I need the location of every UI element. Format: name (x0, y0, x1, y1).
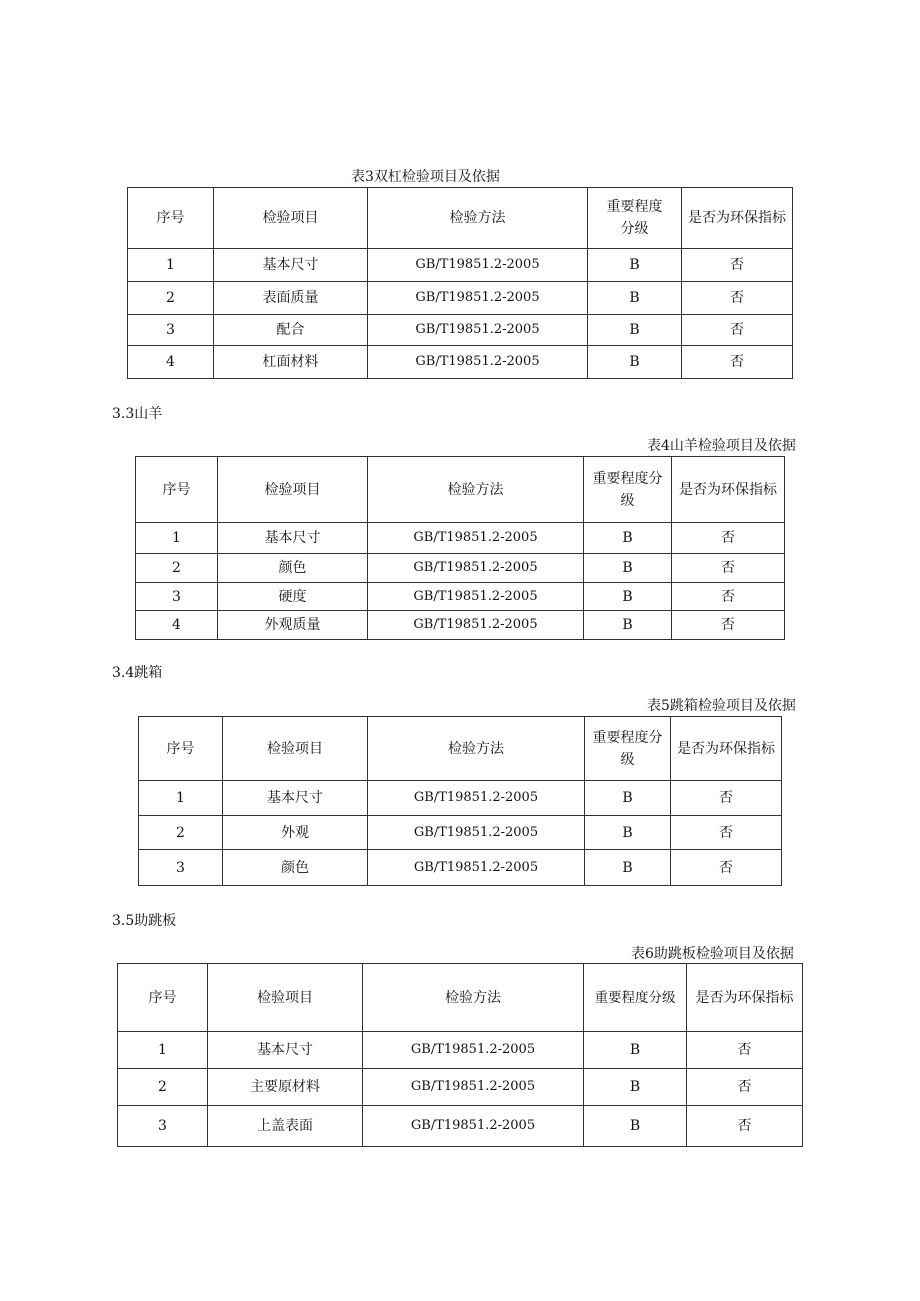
cell-grade: B (588, 315, 682, 346)
cell-grade: B (588, 249, 682, 282)
cell-item: 硬度 (218, 583, 368, 611)
table-row (118, 1106, 803, 1147)
table-row (136, 523, 785, 554)
header-eco: 是否为环保指标 (672, 457, 785, 523)
header-method: 检验方法 (368, 717, 585, 781)
cell-item: 杠面材料 (214, 346, 368, 379)
cell-method: GB/T19851.2-2005 (363, 1106, 584, 1147)
cell-method: GB/T19851.2-2005 (363, 1032, 584, 1069)
table-row (139, 781, 782, 816)
inspection-table-3 (127, 187, 793, 379)
header-item: 检验项目 (218, 457, 368, 523)
cell-method: GB/T19851.2-2005 (368, 816, 585, 850)
cell-item: 外观质量 (218, 611, 368, 640)
header-grade: 重要程度分级 (584, 964, 687, 1032)
table-row (128, 282, 793, 315)
header-item: 检验项目 (208, 964, 363, 1032)
cell-eco: 否 (671, 781, 782, 816)
cell-no: 3 (118, 1106, 208, 1147)
cell-no: 1 (139, 781, 223, 816)
cell-item: 配合 (214, 315, 368, 346)
table-3-caption: 表3双杠检验项目及依据 (351, 169, 500, 185)
inspection-table-6 (117, 963, 803, 1147)
cell-item: 颜色 (218, 554, 368, 583)
cell-grade: B (588, 282, 682, 315)
table-header-row (118, 964, 803, 1032)
cell-grade: B (585, 781, 671, 816)
cell-no: 4 (128, 346, 214, 379)
inspection-table-4 (135, 456, 785, 640)
cell-method: GB/T19851.2-2005 (368, 282, 588, 315)
cell-grade: B (588, 346, 682, 379)
cell-method: GB/T19851.2-2005 (368, 611, 584, 640)
section-heading-3-5: 3.5助跳板 (112, 913, 177, 929)
header-no: 序号 (118, 964, 208, 1032)
header-grade: 重要程度分级 (588, 188, 682, 249)
cell-grade: B (584, 1032, 687, 1069)
header-item: 检验项目 (223, 717, 368, 781)
cell-method: GB/T19851.2-2005 (368, 781, 585, 816)
cell-eco: 否 (687, 1106, 803, 1147)
cell-no: 3 (128, 315, 214, 346)
header-eco: 是否为环保指标 (671, 717, 782, 781)
cell-eco: 否 (682, 249, 793, 282)
cell-no: 2 (128, 282, 214, 315)
cell-item: 基本尺寸 (214, 249, 368, 282)
cell-method: GB/T19851.2-2005 (368, 249, 588, 282)
cell-grade: B (584, 583, 672, 611)
header-no: 序号 (139, 717, 223, 781)
cell-eco: 否 (687, 1032, 803, 1069)
cell-grade: B (584, 1069, 687, 1106)
section-heading-3-4: 3.4跳箱 (112, 665, 163, 681)
cell-no: 1 (118, 1032, 208, 1069)
cell-method: GB/T19851.2-2005 (368, 850, 585, 886)
table-header-row (139, 717, 782, 781)
cell-no: 1 (128, 249, 214, 282)
cell-item: 主要原材料 (208, 1069, 363, 1106)
cell-grade: B (585, 850, 671, 886)
table-header-row (128, 188, 793, 249)
cell-method: GB/T19851.2-2005 (368, 315, 588, 346)
header-method: 检验方法 (368, 457, 584, 523)
header-eco: 是否为环保指标 (682, 188, 793, 249)
cell-eco: 否 (672, 611, 785, 640)
cell-grade: B (584, 523, 672, 554)
cell-grade: B (584, 1106, 687, 1147)
inspection-table-5 (138, 716, 782, 886)
cell-item: 基本尺寸 (218, 523, 368, 554)
cell-method: GB/T19851.2-2005 (363, 1069, 584, 1106)
cell-item: 基本尺寸 (208, 1032, 363, 1069)
cell-eco: 否 (682, 315, 793, 346)
table-header-row (136, 457, 785, 523)
table-row (136, 583, 785, 611)
cell-method: GB/T19851.2-2005 (368, 554, 584, 583)
header-method: 检验方法 (368, 188, 588, 249)
table-6-caption: 表6助跳板检验项目及依据 (631, 946, 794, 962)
table-row (139, 816, 782, 850)
header-grade: 重要程度分级 (584, 457, 672, 523)
header-item: 检验项目 (214, 188, 368, 249)
cell-method: GB/T19851.2-2005 (368, 583, 584, 611)
cell-grade: B (585, 816, 671, 850)
header-no: 序号 (136, 457, 218, 523)
cell-eco: 否 (687, 1069, 803, 1106)
cell-item: 上盖表面 (208, 1106, 363, 1147)
cell-no: 1 (136, 523, 218, 554)
header-grade: 重要程度分级 (585, 717, 671, 781)
cell-eco: 否 (672, 554, 785, 583)
table-row (136, 554, 785, 583)
table-5-caption: 表5跳箱检验项目及依据 (647, 698, 796, 714)
cell-eco: 否 (671, 850, 782, 886)
cell-no: 3 (139, 850, 223, 886)
cell-method: GB/T19851.2-2005 (368, 523, 584, 554)
table-row (118, 1069, 803, 1106)
cell-no: 2 (136, 554, 218, 583)
header-eco: 是否为环保指标 (687, 964, 803, 1032)
table-4-caption: 表4山羊检验项目及依据 (647, 438, 796, 454)
cell-eco: 否 (672, 523, 785, 554)
cell-item: 基本尺寸 (223, 781, 368, 816)
table-row (128, 315, 793, 346)
table-row (128, 346, 793, 379)
cell-grade: B (584, 611, 672, 640)
cell-method: GB/T19851.2-2005 (368, 346, 588, 379)
cell-grade: B (584, 554, 672, 583)
cell-eco: 否 (682, 282, 793, 315)
table-row (136, 611, 785, 640)
cell-item: 外观 (223, 816, 368, 850)
header-no: 序号 (128, 188, 214, 249)
cell-eco: 否 (682, 346, 793, 379)
cell-no: 2 (139, 816, 223, 850)
cell-item: 颜色 (223, 850, 368, 886)
cell-no: 2 (118, 1069, 208, 1106)
cell-eco: 否 (671, 816, 782, 850)
cell-item: 表面质量 (214, 282, 368, 315)
table-row (128, 249, 793, 282)
table-row (139, 850, 782, 886)
cell-no: 3 (136, 583, 218, 611)
header-method: 检验方法 (363, 964, 584, 1032)
table-row (118, 1032, 803, 1069)
cell-no: 4 (136, 611, 218, 640)
cell-eco: 否 (672, 583, 785, 611)
section-heading-3-3: 3.3山羊 (112, 406, 163, 422)
